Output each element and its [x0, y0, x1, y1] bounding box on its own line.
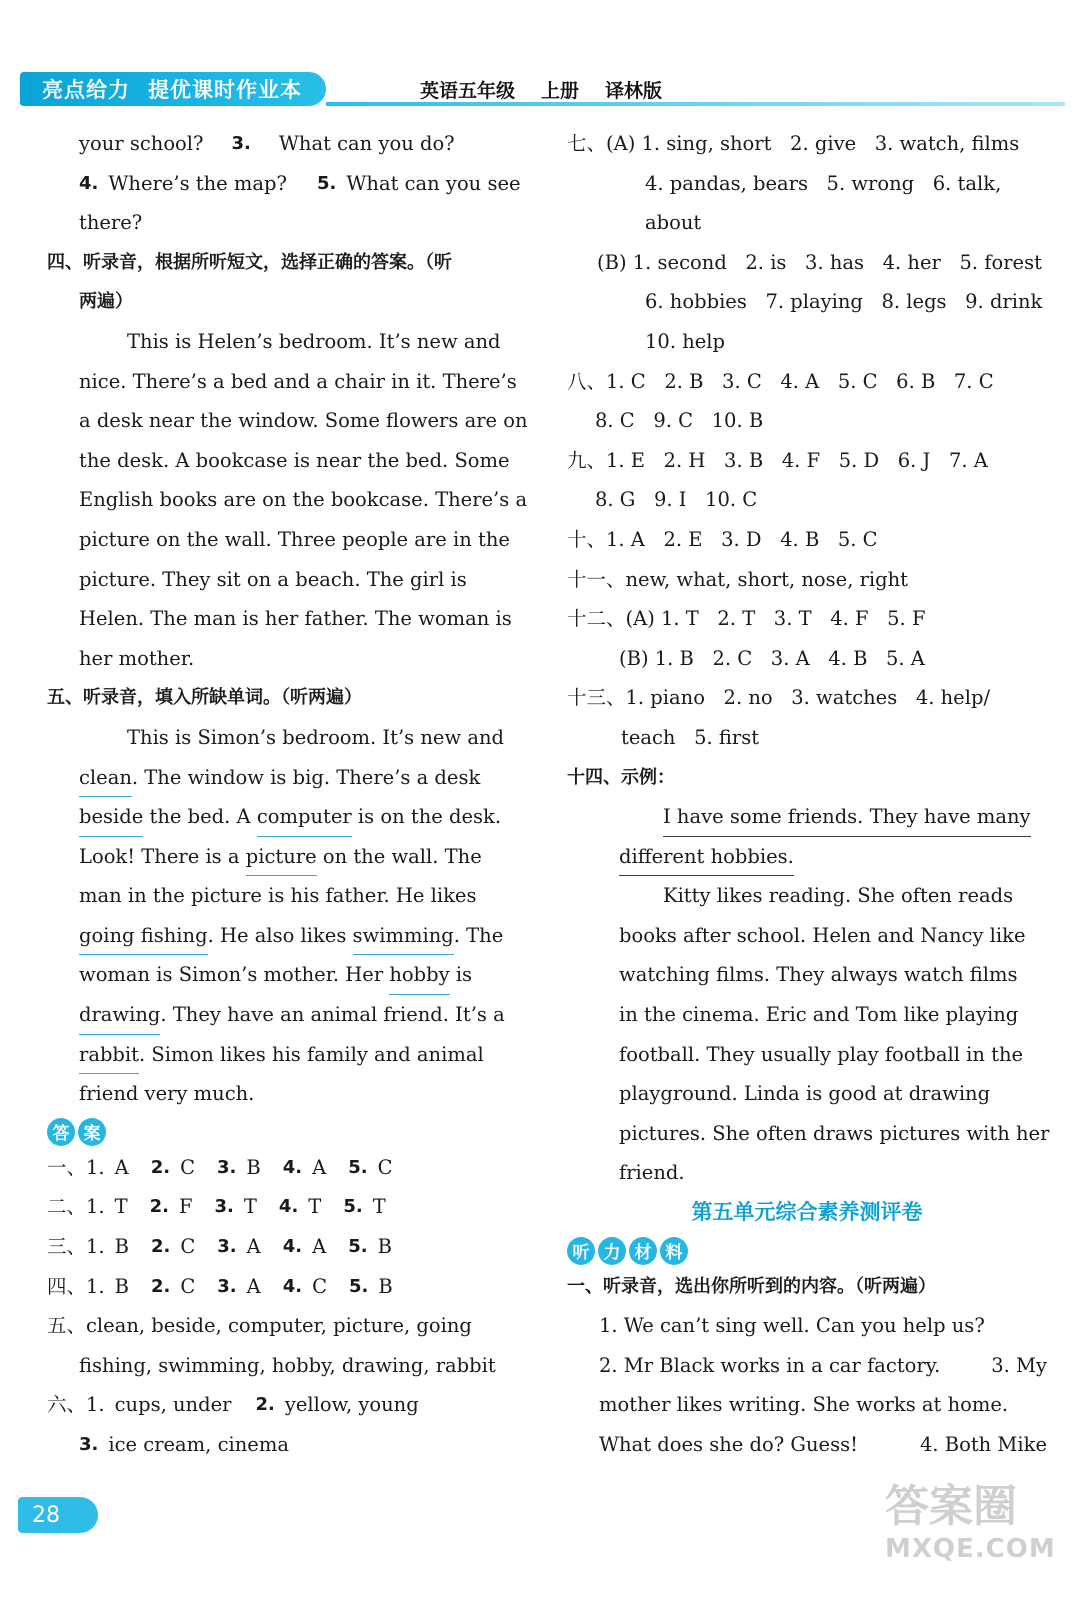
passage-line: English books are on the bookcase. There’s a — [79, 488, 528, 512]
text: What does she do? Guess! — [599, 1433, 858, 1456]
passage-line: nice. There’s a bed and a chair in it. There’s — [79, 369, 517, 393]
section-4-title: 四、听录音，根据所听短文，选择正确的答案。（听 — [47, 251, 452, 273]
text: woman is Simon’s mother. Her — [79, 963, 390, 987]
item-number: 2. — [150, 1275, 171, 1297]
answer-value: T — [114, 1195, 128, 1219]
answer-line: 十一、new, what, short, nose, right — [567, 567, 909, 591]
essay-line: in the cinema. Eric and Tom like playing — [619, 1003, 1019, 1027]
item-number: 3. — [217, 1275, 237, 1297]
item-number: 3. — [79, 1434, 99, 1455]
answer-value: T — [372, 1195, 386, 1219]
text: your school? — [79, 132, 204, 155]
text: is on the desk. — [351, 805, 502, 829]
passage-line — [47, 758, 527, 798]
passage-line: her mother. — [79, 646, 195, 670]
answer-line — [47, 1187, 527, 1227]
section-5-title: 五、听录音，填入所缺单词。（听两遍） — [47, 687, 362, 709]
essay-line: playground. Linda is good at drawing — [619, 1082, 991, 1106]
answer-line: 八、1. C 2. B 3. C 4. A 5. C 6. B 7. C — [567, 369, 994, 393]
model-sentence: I have some friends. They have many — [663, 797, 1031, 837]
answer-line: teach 5. first — [621, 725, 760, 749]
passage-line — [47, 837, 527, 877]
answer-value: B — [114, 1235, 129, 1259]
item-number: 3. — [231, 133, 251, 154]
answer-value: T — [243, 1195, 257, 1219]
answer-value: A — [312, 1155, 327, 1179]
badge-char: 答 — [47, 1118, 75, 1146]
answer-line: 九、1. E 2. H 3. B 4. F 5. D 6. J 7. A — [567, 448, 988, 472]
essay-line: Kitty likes reading. She often reads — [663, 884, 1014, 908]
item-number: 2. — [150, 1236, 171, 1258]
text: What can you do? — [278, 132, 455, 155]
essay-line: books after school. Helen and Nancy like — [619, 923, 1026, 947]
section-4-title-cont: 两遍） — [79, 291, 133, 313]
answer-line: 8. C 9. C 10. B — [595, 409, 764, 433]
answer-value: F — [179, 1195, 193, 1219]
passage-line: picture. They sit on a beach. The girl is — [79, 567, 467, 591]
book-info — [420, 72, 662, 106]
item-number: 4. — [79, 172, 99, 194]
item-number: 5. — [348, 1236, 368, 1258]
text-line — [47, 124, 527, 164]
text: yellow, young — [284, 1393, 419, 1417]
badge-char: 听 — [567, 1237, 595, 1265]
essay-line: watching films. They always watch films — [619, 963, 1018, 987]
answer-value: C — [312, 1274, 328, 1298]
answer-line: 6. hobbies 7. playing 8. legs 9. drink — [645, 290, 1043, 314]
answer-line: 十四、示例： — [567, 766, 675, 788]
item-number: 四、1. — [47, 1274, 105, 1298]
answer-value: C — [377, 1155, 393, 1179]
answer-value: B — [377, 1235, 392, 1259]
passage-line — [47, 916, 527, 956]
passage-line: man in the picture is his father. He likes — [79, 884, 477, 908]
essay-line: pictures. She often draws pictures with her — [619, 1121, 1050, 1145]
text: . The window is big. There’s a desk — [131, 765, 481, 789]
answer-line — [47, 1148, 527, 1188]
right-column — [567, 124, 1050, 1465]
answer-line: (B) 1. B 2. C 3. A 4. B 5. A — [619, 646, 925, 670]
answer-line — [47, 1227, 527, 1267]
text: 4. Both Mike — [919, 1433, 1047, 1456]
filled-blank: hobby — [389, 955, 449, 995]
text: . Simon likes his family and animal — [139, 1042, 484, 1066]
item-number: 5. — [348, 1156, 368, 1178]
script-line: 1. We can’t sing well. Can you help us? — [599, 1314, 985, 1338]
passage-line: Helen. The man is her father. The woman is — [79, 607, 512, 631]
filled-blank: swimming — [353, 916, 454, 956]
answer-rows — [47, 1148, 527, 1306]
item-number: 4. — [282, 1156, 303, 1178]
answer-badge — [47, 1118, 106, 1146]
text: cups, under — [114, 1393, 232, 1417]
item-number: 一、1. — [47, 1155, 105, 1179]
script-line — [567, 1346, 1047, 1386]
text: ice cream, cinema — [108, 1433, 289, 1456]
answer-value: C — [180, 1235, 196, 1259]
item-number: 三、1. — [47, 1235, 105, 1259]
answer-line: 十三、1. piano 2. no 3. watches 4. help/ — [567, 686, 991, 710]
item-number: 4. — [282, 1236, 303, 1258]
item-number: 3. — [214, 1196, 234, 1218]
essay-line — [567, 837, 1047, 877]
answer-line — [47, 1385, 527, 1425]
text: . They have an animal friend. It’s a — [160, 1003, 505, 1027]
answer-value: C — [180, 1155, 195, 1179]
answer-line — [47, 1267, 527, 1307]
filled-blank: going fishing — [79, 916, 208, 956]
watermark — [885, 1470, 1070, 1590]
item-number: 5. — [343, 1196, 363, 1218]
item-number: 3. — [217, 1156, 237, 1178]
item-number: 4. — [278, 1196, 299, 1218]
text: 3. My — [991, 1353, 1047, 1377]
badge-char: 材 — [629, 1237, 657, 1265]
unit-title: 第五单元综合素养测评卷 — [691, 1200, 923, 1225]
filled-blank: drawing — [79, 995, 160, 1035]
passage-line — [47, 797, 527, 837]
badge-char: 力 — [598, 1237, 626, 1265]
answer-value: B — [114, 1274, 129, 1298]
passage-line — [47, 955, 527, 995]
essay-line: friend. — [619, 1161, 685, 1185]
filled-blank: picture — [246, 837, 317, 877]
answer-line: 十二、(A) 1. T 2. T 3. T 4. F 5. F — [567, 607, 926, 631]
answer-value: A — [114, 1155, 129, 1179]
answer-line: 10. help — [645, 329, 726, 353]
answer-value: A — [246, 1235, 261, 1259]
answer-line: about — [645, 211, 702, 235]
text: Look! There is a — [79, 844, 246, 868]
item-number: 5. — [316, 172, 337, 194]
passage-line: This is Helen’s bedroom. It’s new and — [127, 329, 501, 353]
filled-blank: clean — [79, 758, 132, 798]
subject-grade: 英语五年级 — [420, 79, 516, 102]
item-number: 六、1. — [47, 1393, 105, 1417]
page-header — [20, 72, 1065, 106]
badge-char: 案 — [78, 1118, 106, 1146]
series-banner — [20, 72, 326, 106]
answer-value: C — [180, 1274, 196, 1298]
item-number: 4. — [282, 1275, 303, 1297]
item-number: 3. — [217, 1236, 237, 1258]
answer-line: 8. G 9. I 10. C — [595, 488, 758, 512]
volume: 上册 — [541, 79, 580, 102]
item-number: 2. — [149, 1196, 169, 1218]
watermark-url: MXQE.COM — [885, 1534, 1056, 1564]
text: 2. Mr Black works in a car factory. — [599, 1353, 941, 1377]
left-column — [47, 124, 527, 1465]
passage-line: a desk near the window. Some flowers are on — [79, 409, 528, 433]
filled-blank: beside — [79, 797, 143, 837]
text: on the wall. The — [316, 844, 482, 868]
script-line: mother likes writing. She works at home. — [599, 1393, 1009, 1417]
brand-name: 亮点给力 — [42, 78, 130, 102]
badge-char: 料 — [660, 1237, 688, 1265]
text: is — [449, 963, 473, 987]
text-line: there? — [79, 211, 143, 235]
edition: 译林版 — [605, 79, 663, 102]
item-number: 5. — [349, 1275, 369, 1297]
filled-blank: rabbit — [79, 1035, 139, 1075]
text: . The — [453, 923, 504, 947]
item-number: 2. — [150, 1156, 171, 1178]
passage-line — [47, 995, 527, 1035]
passage-line: picture on the wall. Three people are in the — [79, 527, 510, 551]
passage-line — [47, 1035, 527, 1075]
essay-line: football. They usually play football in the — [619, 1042, 1024, 1066]
answer-line: 4. pandas, bears 5. wrong 6. talk, — [645, 171, 1002, 195]
answer-value: B — [246, 1155, 261, 1179]
answer-value: B — [378, 1274, 393, 1298]
text-line — [47, 164, 527, 204]
series-name: 提优课时作业本 — [148, 78, 302, 102]
passage-line: friend very much. — [79, 1082, 255, 1106]
question-title: 一、听录音，选出你所听到的内容。（听两遍） — [567, 1275, 936, 1297]
text: Where’s the map? — [108, 171, 287, 195]
listening-badge — [567, 1237, 688, 1265]
script-line — [567, 1425, 1047, 1465]
page-number: 28 — [18, 1497, 98, 1533]
item-number: 2. — [255, 1394, 275, 1416]
answer-value: A — [246, 1274, 261, 1298]
answer-line — [47, 1425, 527, 1465]
answer-value: A — [312, 1235, 327, 1259]
text: the bed. A — [143, 805, 257, 829]
text: . He also likes — [207, 923, 353, 947]
model-sentence: different hobbies. — [619, 837, 794, 877]
answer-line: fishing, swimming, hobby, drawing, rabbit — [79, 1353, 496, 1377]
answer-line: 十、1. A 2. E 3. D 4. B 5. C — [567, 527, 878, 551]
item-number: 二、1. — [47, 1195, 105, 1219]
watermark-logo: 答案圈 — [885, 1481, 1017, 1532]
answer-line: (B) 1. second 2. is 3. has 4. her 5. forest — [597, 250, 1042, 274]
essay-line — [567, 797, 1047, 837]
text: What can you see — [346, 171, 521, 195]
filled-blank: computer — [257, 797, 352, 837]
passage-line: the desk. A bookcase is near the bed. Some — [79, 448, 510, 472]
answer-value: T — [308, 1195, 322, 1219]
answer-line: 五、clean, beside, computer, picture, going — [47, 1314, 472, 1338]
answer-line: 七、(A) 1. sing, short 2. give 3. watch, films — [567, 132, 1020, 155]
passage-line: This is Simon’s bedroom. It’s new and — [127, 725, 505, 749]
